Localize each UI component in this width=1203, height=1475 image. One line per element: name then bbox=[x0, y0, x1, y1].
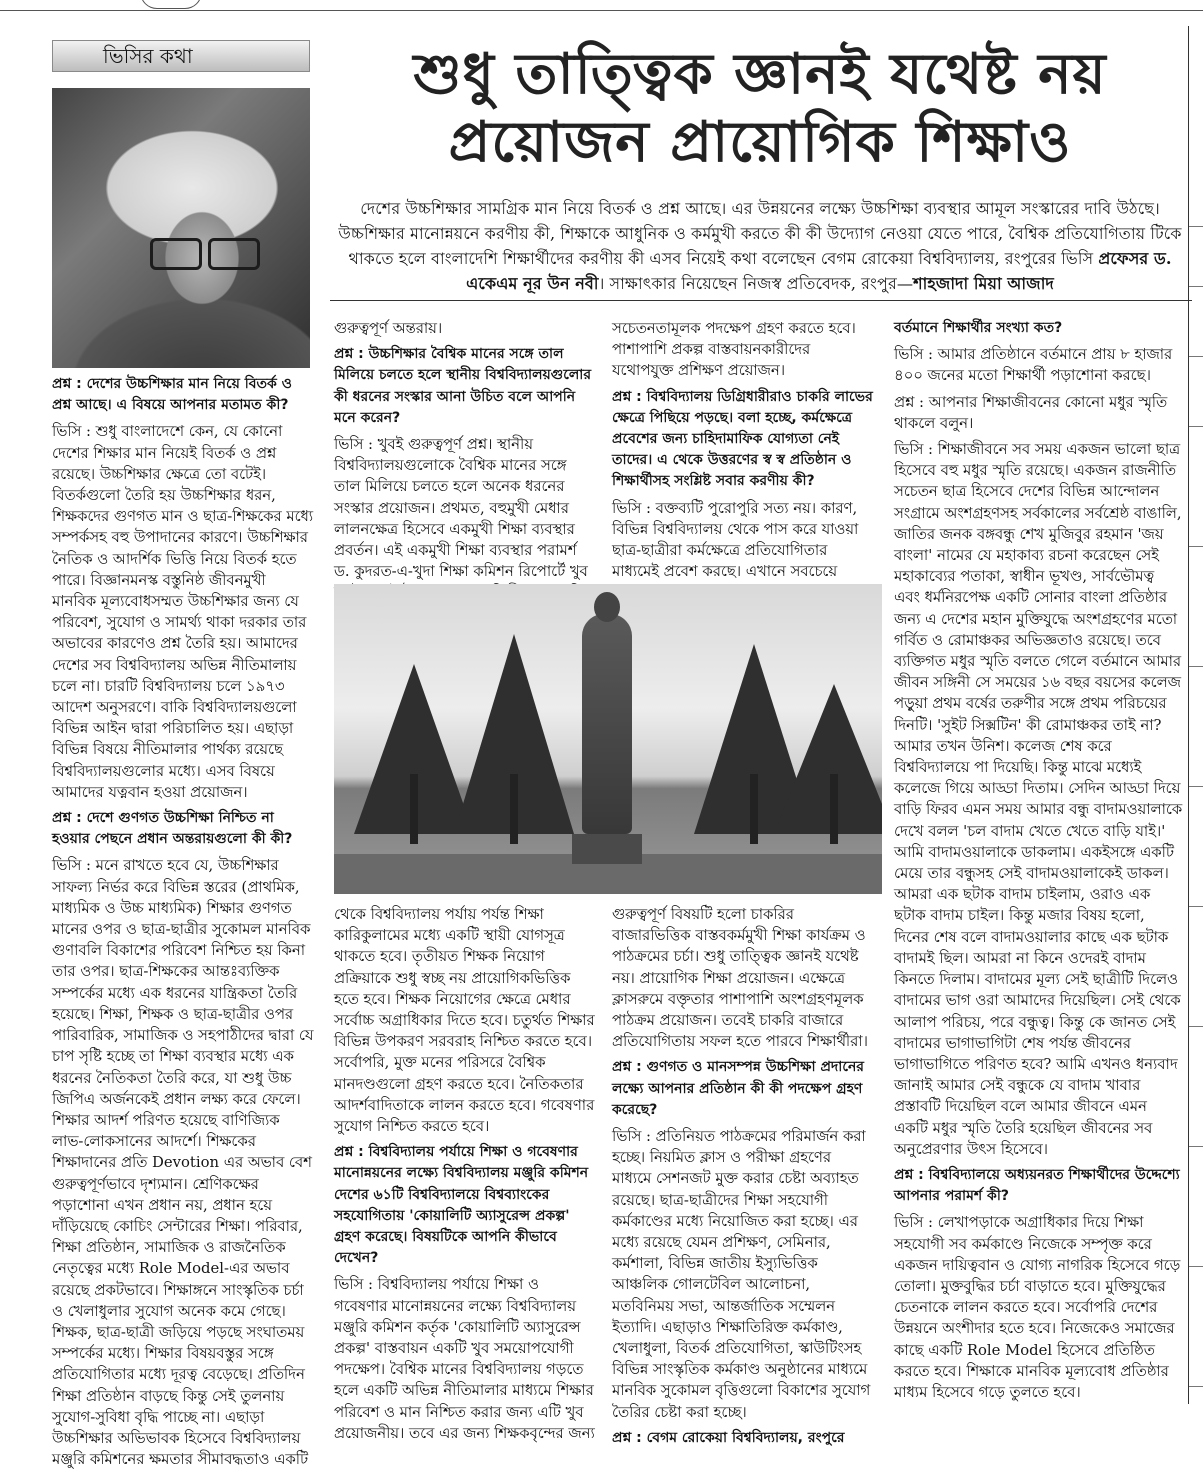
statue-head bbox=[594, 592, 620, 622]
answer-paragraph: গুরুত্বপূর্ণ বিষয়টি হলো চাকরির বাজারভিত্তিক বাস্তবকর্মমুখী শিক্ষা কার্যক্রম ও পাঠক্রমের চর্চা। শুধু তাত্ত্বিক জ্ঞানই যথেষ্ট নয়। প্রায়োগিক শিক্ষা প্রয়োজন। এক্ষেত্রে ক্লাসরুমে বক্তৃতার পাশাপাশি অংশগ্রহণমূলক পাঠক্রম প্রয়োজন। তবেই চাকরি বাজারে প্রতিযোগিতায় সফল হতে পারবে শিক্ষার্থীরা। bbox=[612, 906, 868, 1051]
column-2-top bbox=[334, 318, 596, 609]
answer-paragraph: থেকে বিশ্ববিদ্যালয় পর্যায় পর্যন্ত শিক্ষা কারিকুলামের মধ্যে একটি স্থায়ী যোগসূত্র থাকতে হবে। তৃতীয়ত শিক্ষক নিয়োগ প্রক্রিয়াকে শুধু স্বচ্ছ নয় প্রায়োগিকভিত্তিক হতে হবে। শিক্ষক নিয়োগের ক্ষেত্রে মেধার সর্বোচ্চ অগ্রাধিকার দিতে হবে। চতুর্থত শিক্ষার বিভিন্ন উপকরণ সরবরাহ নিশ্চিত করতে হবে। সর্বোপরি, মুক্ত মনের পরিসরে বৈশ্বিক মানদণ্ডগুলো গ্রহণ করতে হবে। নৈতিকতার আদর্শবাদিতাকে লালন করতে হবে। গবেষণার সুযোগ নিশ্চিত করতে হবে। bbox=[334, 906, 595, 1136]
answer-paragraph: ভিসি : প্রতিনিয়ত পাঠক্রমের পরিমার্জন করা হচ্ছে। নিয়মিত ক্লাস ও পরীক্ষা গ্রহণের মাধ্যমে সেশনজট মুক্ত করার চেষ্টা অব্যাহত রয়েছে। ছাত্র-ছাত্রীদের শিক্ষা সহযোগী কর্মকাণ্ডের মধ্যে নিয়োজিত করা হচ্ছে। এর মধ্যে রয়েছে যেমন প্রশিক্ষণ, সেমিনার, কর্মশালা, বিভিন্ন জাতীয় ইস্যুভিত্তিক আঞ্চলিক গোলটেবিল আলোচনা, মতবিনিময় সভা, আন্তর্জাতিক সম্মেলন ইত্যাদি। এছাড়াও শিক্ষাতিরিক্ত কর্মকাণ্ড, খেলাধুলা, বিতর্ক প্রতিযোগিতা, স্কাউটিংসহ বিভিন্ন সাংস্কৃতিক কর্মকাণ্ড অনুষ্ঠানের মাধ্যমে মানবিক সুকোমল বৃত্তিগুলো বিকাশের সুযোগ তৈরির চেষ্টা করা হচ্ছে। bbox=[612, 1128, 871, 1421]
answer-paragraph: ভিসি : মনে রাখতে হবে যে, উচ্চশিক্ষার সাফল্য নির্ভর করে বিভিন্ন স্তরের (প্রাথমিক, মাধ্যমিক ও উচ্চ মাধ্যমিক) শিক্ষার গুণগত মানের ওপর ও ছাত্র-ছাত্রীর সুকোমল মানবিক গুণাবলি বিকাশের পরিবেশ নিশ্চিত হয় কিনা তার ওপর। ছাত্র-শিক্ষকের আন্তঃব্যক্তিক সম্পর্কের মধ্যে এক ধরনের যান্ত্রিকতা তৈরি হয়েছে। শিক্ষা, শিক্ষক ও ছাত্র-ছাত্রীর ওপর পারিবারিক, সামাজিক ও সহপাঠীদের দ্বারা যে চাপ সৃষ্টি হচ্ছে তা শিক্ষা ব্যবস্থার মধ্যে এক ধরনের নৈতিকতা তৈরি করে, যা শুধু উচ্চ জিপিএ অর্জনকেই প্রধান লক্ষ্য করে ফেলে। শিক্ষার আদর্শ পরিণত হয়েছে বাণিজ্যিক লাভ-লোকসানের আদর্শে। শিক্ষকের শিক্ষাদানের প্রতি Devotion এর অভাব বেশ গুরুত্বপূর্ণভাবে দৃশ্যমান। শ্রেণিকক্ষের পড়াশোনা এখন প্রধান নয়, প্রধান হয়ে দাঁড়িয়েছে কোচিং সেন্টারের শিক্ষা। পরিবার, শিক্ষা প্রতিষ্ঠান, সামাজিক ও রাজনৈতিক নেতৃত্বের মধ্যে Role Model-এর অভাব রয়েছে প্রকটভাবে। শিক্ষাঙ্গনে সাংস্কৃতিক চর্চা ও খেলাধুলার সুযোগ অনেক কমে গেছে। শিক্ষক, ছাত্র-ছাত্রী জড়িয়ে পড়ছে সংঘাতময় সম্পর্কের মধ্যে। শিক্ষার বিষয়বস্তুর সঙ্গে প্রতিযোগিতার মধ্যে দূরত্ব বেড়েছে। প্রতিদিন শিক্ষা প্রতিষ্ঠান বাড়ছে কিন্তু সেই তুলনায় সুযোগ-সুবিধা বৃদ্ধি পাচ্ছে না। এছাড়া উচ্চশিক্ষার অভিভাবক হিসেবে বিশ্ববিদ্যালয় মঞ্জুরি কমিশনের ক্ষমতার সীমাবদ্ধতাও একটি bbox=[52, 857, 314, 1469]
begum-rokeya-statue-photo bbox=[334, 584, 882, 894]
interviewer-name: শাহজাদা মিয়া আজাদ bbox=[913, 274, 1054, 293]
answer-paragraph: ভিসি : আমার প্রতিষ্ঠানে বর্তমানে প্রায় ৮ হাজার ৪০০ জনের মতো শিক্ষার্থী পড়াশোনা করছে। bbox=[894, 346, 1173, 385]
statue-pedestal bbox=[572, 834, 642, 864]
intro-text: দেশের উচ্চশিক্ষার সামগ্রিক মান নিয়ে বিতর্ক ও প্রশ্ন আছে। এর উন্নয়নের লক্ষ্যে উচ্চশিক্ষা ব্যবস্থার আমূল সংস্কারের দাবি উঠছে। উচ্চশিক্ষার মানোন্নয়নে করণীয় কী, শিক্ষাকে আধুনিক ও কর্মমুখী করতে কী কী উদ্যোগ নেওয়া যেতে পারে, বৈশ্বিক প্রতিযোগিতায় টিকে থাকতে হলে বাংলাদেশি শিক্ষার্থীদের করণীয় কী এসব নিয়েই কথা বলেছেন বেগম রোকেয়া বিশ্ববিদ্যালয়, রংপুরের ভিসি bbox=[338, 199, 1182, 268]
question-paragraph: প্রশ্ন : দেশের উচ্চশিক্ষার মান নিয়ে বিতর্ক ও প্রশ্ন আছে। এ বিষয়ে আপনার মতামত কী? bbox=[52, 376, 292, 414]
answer-paragraph: ভিসি : লেখাপড়াকে অগ্রাধিকার দিয়ে শিক্ষা সহযোগী সব কর্মকাণ্ডে নিজেকে সম্পৃক্ত করে একজন দায়িত্ববান ও যোগ্য নাগরিক হিসেবে গড়ে তোলা। মুক্তবুদ্ধির চর্চা বাড়াতে হবে। মুক্তিযুদ্ধের চেতনাকে লালন করতে হবে। সর্বোপরি দেশের উন্নয়নে অংশীদার হতে হবে। নিজেকেও সমাজের কাছে একটি Role Model হিসেবে প্রতিষ্ঠিত করতে হবে। শিক্ষাকে মানবিক মূল্যবোধ প্রতিষ্ঠার মাধ্যম হিসেবে গড়ে তুলতে হবে। bbox=[894, 1214, 1181, 1401]
question-paragraph: প্রশ্ন : বিশ্ববিদ্যালয়ে অধ্যয়নরত শিক্ষার্থীদের উদ্দেশ্যে আপনার পরামর্শ কী? bbox=[894, 1166, 1180, 1205]
tree-trunk bbox=[410, 774, 418, 844]
question-paragraph: প্রশ্ন : দেশে গুণগত উচ্চশিক্ষা নিশ্চিত না হওয়ার পেছনে প্রধান অন্তরায়গুলো কী কী? bbox=[52, 810, 293, 848]
question-paragraph: প্রশ্ন : উচ্চশিক্ষার বৈশ্বিক মানের সঙ্গে তাল মিলিয়ে চলতে হলে স্থানীয় বিশ্ববিদ্যালয়গুলোর কী ধরনের সংস্কার আনা উচিত বলে আপনি মনে করেন? bbox=[334, 346, 592, 426]
answer-paragraph: ভিসি : শিক্ষাজীবনে সব সময় একজন ভালো ছাত্র হিসেবে বহু মধুর স্মৃতি রয়েছে। একজন রাজনীতি সচেতন ছাত্র হিসেবে দেশের বিভিন্ন আন্দোলন সংগ্রামে অংশগ্রহণসহ সর্বকালের সর্বশ্রেষ্ঠ বাঙালি, জাতির জনক বঙ্গবন্ধু শেখ মুজিবুর রহমান 'জয় বাংলা' নামের যে মহাকাব্য রচনা করেছেন সেই মহাকাব্যের পতাকা, স্বাধীন ভূখণ্ড, সার্বভৌমত্ব এবং ধর্মনিরপেক্ষ একটি সোনার বাংলা প্রতিষ্ঠার জন্য এ দেশের মহান মুক্তিযুদ্ধে অংশগ্রহণের মতো গর্বিত ও রোমাঞ্চকর অভিজ্ঞতাও রয়েছে। তবে ব্যক্তিগত মধুর স্মৃতি বলতে গেলে বর্তমানে আমার জীবন সঙ্গিনী সে সময়ের ১৬ বছর বয়সের কলেজ পড়ুয়া প্রথম বর্ষের তরুণীর সঙ্গে প্রথম পরিচয়ের দিনটি। 'সুইট সিক্সটিন' কী রোমাঞ্চকর তাই না? আমার তখন উনিশ। কলেজ শেষ করে বিশ্ববিদ্যালয়ে পা দিয়েছি। কিন্তু মাঝে মধ্যেই কলেজে গিয়ে আড্ডা দিতাম। সেদিন আড্ডা দিয়ে বাড়ি ফিরব এমন সময় আমার বন্ধু বাদামওয়ালাকে দেখে বলল 'চল বাদাম খেতে খেতে বাড়ি যাই।' আমি বাদামওয়ালাকে ডাকলাম। একইসঙ্গে একটি মেয়ে তার বন্ধুসহ সেই বাদামওয়ালাকেই ডাকল। আমরা এক ছটাক বাদাম চাইলাম, ওরাও এক ছটাক বাদাম চাইল। কিন্তু মজার বিষয় হলো, দিনের শেষ বলে বাদামওয়ালার কাছে এক ছটাক বাদামই ছিল। আমরা না কিনে ওদেরই বাদাম কিনতে দিলাম। বাদামের মূল্য সেই ছাত্রীটি দিলেও বাদামের ভাগ ওরা আমাদের দিয়েছিল। সেই থেকে আলাপ পরিচয়, পরে বন্ধুত্ব। কিন্তু কে জানত সেই বাদামের ভাগাভাগিটা শেষ পর্যন্ত জীবনের ভাগাভাগিতে পরিণত হবে? আমি এখনও ধন্যবাদ জানাই আমার সেই বন্ধুকে যে বাদাম খাবার প্রস্তাবটি দিয়েছিল বলে আমার জীবনে এমন একটি মধুর স্মৃতি তৈরি হয়েছিল জীবনের সব অনুপ্রেরণার উৎস হিসেবে। bbox=[894, 441, 1183, 1158]
answer-paragraph: ভিসি : শুধু বাংলাদেশে কেন, যে কোনো দেশের শিক্ষার মান নিয়েই বিতর্ক ও প্রশ্ন রয়েছে। উচ্চশিক্ষার ক্ষেত্রে তো বটেই। বিতর্কগুলো তৈরি হয় উচ্চশিক্ষার ধরন, শিক্ষকদের গুণগত মান ও ছাত্র-শিক্ষকের মধ্যে সম্পর্কসহ বহু উপাদানের কারণে। উচ্চশিক্ষার নৈতিক ও আদর্শিক ভিত্তি নিয়ে বিতর্ক হতে পারে। বিজ্ঞানমনস্ক বস্তুনিষ্ঠ জীবনমুখী মানবিক মূল্যবোধসম্মত উচ্চশিক্ষার জন্য যে পরিবেশ, সুযোগ ও সামর্থ্য থাকা দরকার তার অভাবের কারণেও প্রশ্ন তৈরি হয়। আমাদের দেশের সব বিশ্ববিদ্যালয় অভিন্ন নীতিমালায় চলে না। চারটি বিশ্ববিদ্যালয় চলে ১৯৭৩ আদেশ অনুসরণে। বাকি বিশ্ববিদ্যালয়গুলো বিভিন্ন আইন দ্বারা পরিচালিত হয়। এছাড়া বিভিন্ন বিষয়ে নীতিমালার পার্থক্য রয়েছে বিশ্ববিদ্যালয়গুলোর মধ্যে। এসব বিষয়ে আমাদের যত্নবান হওয়া প্রয়োজন। bbox=[52, 423, 314, 801]
glasses-graphic bbox=[150, 238, 260, 266]
answer-paragraph: ভিসি : খুবই গুরুত্বপূর্ণ প্রশ্ন। স্থানীয় বিশ্ববিদ্যালয়গুলোকে বৈশ্বিক মানের সঙ্গে তাল মিলিয়ে চলতে হলে অনেক ধরনের সংস্কার প্রয়োজন। প্রথমত, বহুমুখী মেধার লালনক্ষেত্র হিসেবে একমুখী শিক্ষা ব্যবস্থার প্রবর্তন। এই একমুখী শিক্ষা ব্যবস্থার পরামর্শ ড. কুদরত-এ-খুদা শিক্ষা কমিশন রিপোর্টে খুব bbox=[334, 436, 588, 581]
vc-name: প্রফেসর ড. একেএম নূর উন নবী bbox=[466, 249, 1172, 293]
question-paragraph: বর্তমানে শিক্ষার্থীর সংখ্যা কত? bbox=[894, 320, 1063, 336]
vc-portrait-photo bbox=[52, 88, 310, 368]
interviewer-prefix: । সাক্ষাৎকার নিয়েছেন নিজস্ব প্রতিবেদক, রংপুর— bbox=[598, 274, 914, 293]
question-paragraph: প্রশ্ন : গুণগত ও মানসম্পন্ন উচ্চশিক্ষা প্রদানের লক্ষ্যে আপনার প্রতিষ্ঠান কী কী পদক্ষেপ গ্রহণ করেছে? bbox=[612, 1059, 864, 1118]
intro-divider bbox=[330, 300, 1192, 301]
statue-body bbox=[582, 614, 632, 834]
tree-trunk bbox=[830, 774, 838, 844]
column-2-bottom bbox=[334, 904, 596, 1449]
answer-paragraph: সচেতনতামূলক পদক্ষেপ গ্রহণ করতে হবে। পাশাপাশি প্রকল্প বাস্তবায়নকারীদের যথোপযুক্ত প্রশিক্ষণ প্রয়োজন। bbox=[612, 320, 856, 380]
answer-paragraph: গুরুত্বপূর্ণ অন্তরায়। bbox=[334, 320, 443, 337]
headline-line-1: শুধু তাত্ত্বিক জ্ঞানই যথেষ্ট নয় bbox=[413, 42, 1107, 107]
column-3-bottom bbox=[612, 904, 874, 1454]
column-1 bbox=[52, 374, 314, 1475]
pine-tree bbox=[774, 684, 882, 834]
headline-line-2: প্রয়োজন প্রায়োগিক শিক্ষাও bbox=[448, 110, 1072, 175]
answer-paragraph: ভিসি : বক্তব্যটি পুরোপুরি সত্য নয়। কারণ, বিভিন্ন বিশ্ববিদ্যালয় থেকে পাস করে যাওয়া ছাত্র-ছাত্রীরা কর্মক্ষেত্রে প্রতিযোগিতার মাধ্যমেই প্রবেশ করছে। এখানে সবচেয়ে bbox=[612, 499, 859, 581]
answer-paragraph: প্রশ্ন : আপনার শিক্ষাজীবনের কোনো মধুর স্মৃতি থাকলে বলুন। bbox=[894, 393, 1168, 432]
question-paragraph: প্রশ্ন : বেগম রোকেয়া বিশ্ববিদ্যালয়, রংপুরে bbox=[612, 1429, 845, 1446]
answer-paragraph: ভিসি : বিশ্ববিদ্যালয় পর্যায়ে শিক্ষা ও গবেষণার মানোন্নয়নের লক্ষ্যে বিশ্ববিদ্যালয় মঞ্জুরি কমিশন কর্তৃক 'কোয়ালিটি অ্যাসুরেন্স প্রকল্প' বাস্তবায়ন একটি খুব সময়োপযোগী পদক্ষেপ। বৈশ্বিক মানের বিশ্ববিদ্যালয় গড়তে হলে একটি অভিন্ন নীতিমালার মাধ্যমে শিক্ষার পরিবেশ ও মান নিশ্চিত করার জন্য এটি খুব প্রয়োজনীয়। তবে এর জন্য শিক্ষকবৃন্দের জন্য bbox=[334, 1276, 595, 1442]
page-top-rule bbox=[0, 0, 1203, 11]
question-paragraph: প্রশ্ন : বিশ্ববিদ্যালয় ডিগ্রিধারীরাও চাকরি লাভের ক্ষেত্রে পিছিয়ে পড়ছে। বলা হচ্ছে, কর্মক্ষেত্রে প্রবেশের জন্য চাহিদামাফিক যোগ্যতা নেই তাদের। এ থেকে উত্তরণের স্ব স্ব প্রতিষ্ঠান ও শিক্ষার্থীসহ সংশ্লিষ্ট সবার করণীয় কী? bbox=[612, 388, 873, 490]
question-paragraph: প্রশ্ন : বিশ্ববিদ্যালয় পর্যায়ে শিক্ষা ও গবেষণার মানোন্নয়নের লক্ষ্যে বিশ্ববিদ্যালয় মঞ্জুরি কমিশন দেশের ৬১টি বিশ্ববিদ্যালয়ে বিশ্বব্যাংকের সহযোগিতায় 'কোয়ালিটি অ্যাসুরেন্স প্রকল্প' গ্রহণ করেছে। বিষয়টিকে আপনি কীভাবে দেখেন? bbox=[334, 1144, 589, 1267]
adjacent-column-edge bbox=[1188, 26, 1203, 1404]
column-3-top bbox=[612, 318, 874, 587]
headline bbox=[330, 40, 1190, 176]
tree-trunk bbox=[510, 774, 518, 844]
column-4 bbox=[894, 318, 1184, 1408]
tree-trunk bbox=[750, 774, 758, 844]
section-label: ভিসির কথা bbox=[52, 40, 310, 72]
page-tab-notch bbox=[140, 0, 202, 9]
intro-paragraph bbox=[330, 196, 1190, 296]
